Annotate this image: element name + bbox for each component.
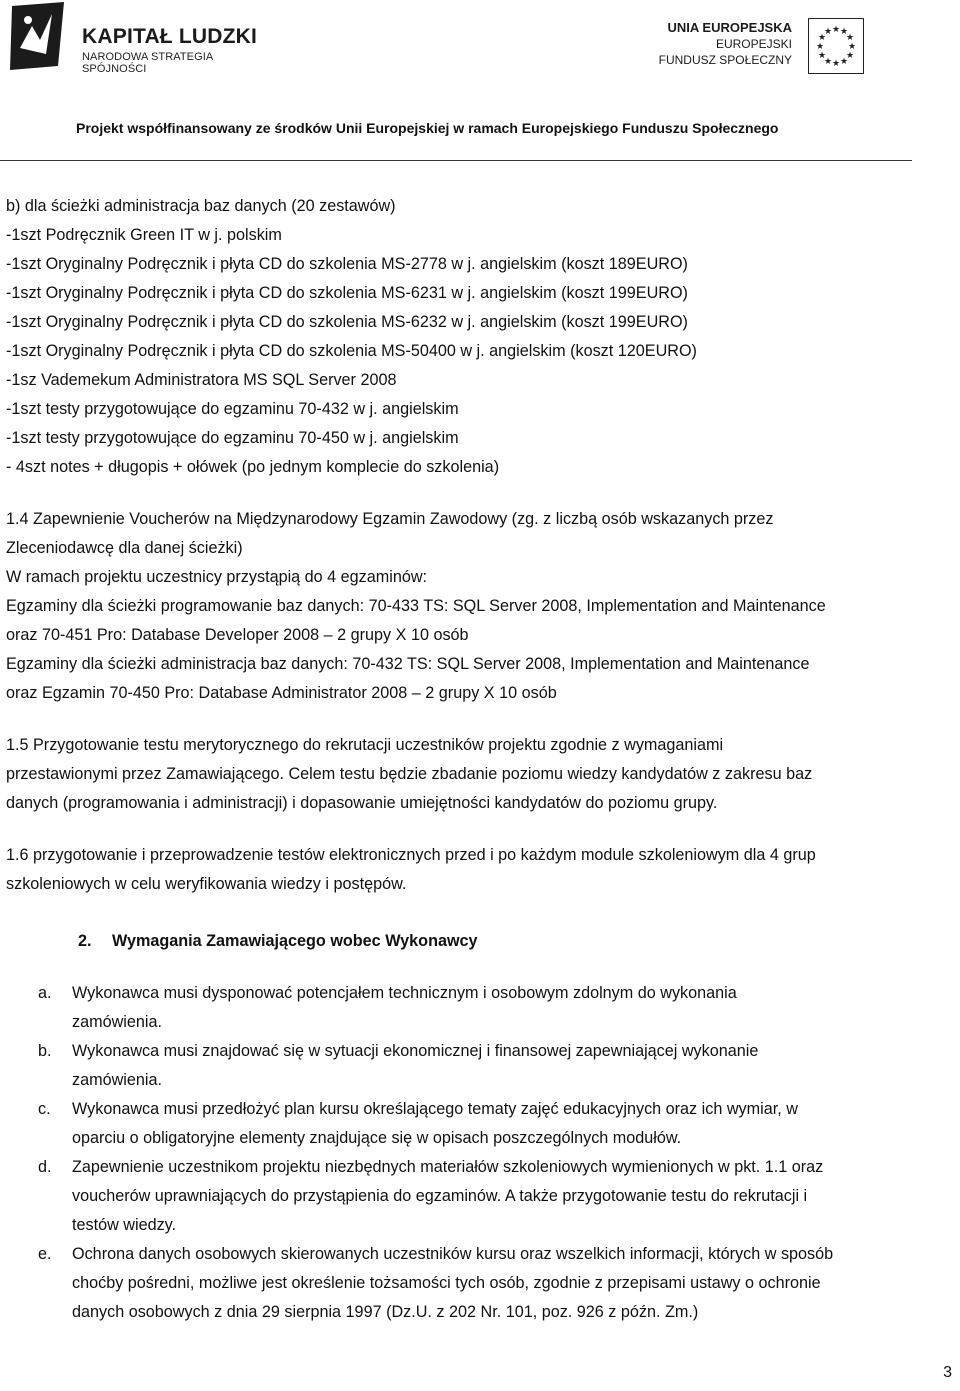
svg-text:★: ★ xyxy=(815,42,825,52)
page-number: 3 xyxy=(943,1364,952,1381)
requirement-marker: c. xyxy=(38,1100,51,1118)
svg-text:★: ★ xyxy=(831,59,841,69)
section-2-heading xyxy=(78,927,956,956)
list-item: -1szt Oryginalny Podręcznik i płyta CD do szkolenia MS-2778 w j. angielskim (koszt 189EURO) xyxy=(6,255,688,273)
paragraph-line: W ramach projektu uczestnicy przystąpią do 4 egzaminów: xyxy=(6,568,428,586)
project-cofinancing-line: Projekt współfinansowany ze środków Unii Europejskiej w ramach Europejskiego Funduszu Społecznego xyxy=(76,120,779,136)
kapital-ludzki-logo xyxy=(6,0,266,80)
svg-text:★: ★ xyxy=(823,57,833,67)
svg-text:★: ★ xyxy=(839,27,849,37)
eu-line-1: UNIA EUROPEJSKA xyxy=(667,20,792,35)
requirements-list xyxy=(6,979,956,1327)
section-1-5 xyxy=(6,731,956,818)
requirement-line: oparciu o obligatoryjne elementy znajdujące się w opisach poszczególnych modułów. xyxy=(72,1129,682,1147)
paragraph-line: oraz Egzamin 70-450 Pro: Database Administrator 2008 – 2 grupy X 10 osób xyxy=(6,684,557,702)
paragraph-line: danych (programowania i administracji) i dopasowanie umiejętności kandydatów do poziomu grupy. xyxy=(6,794,718,812)
kl-emblem-icon xyxy=(6,0,76,80)
requirement-item xyxy=(6,1153,956,1240)
svg-text:★: ★ xyxy=(847,42,857,52)
eu-line-3: FUNDUSZ SPOŁECZNY xyxy=(658,53,792,67)
list-item: -1szt testy przygotowujące do egzaminu 70-450 w j. angielskim xyxy=(6,429,459,447)
list-item: -1szt Oryginalny Podręcznik i płyta CD do szkolenia MS-6232 w j. angielskim (koszt 199EURO) xyxy=(6,313,688,331)
requirement-line: Wykonawca musi dysponować potencjałem technicznym i osobowym zdolnym do wykonania xyxy=(72,984,737,1002)
list-item: -1szt Podręcznik Green IT w j. polskim xyxy=(6,226,282,244)
requirement-line: voucherów uprawniających do przystąpienia do egzaminów. A także przygotowanie testu do rekrutacji i xyxy=(72,1187,808,1205)
page-header xyxy=(0,0,960,165)
requirement-item xyxy=(6,1037,956,1095)
requirement-marker: d. xyxy=(38,1158,52,1176)
header-divider xyxy=(0,160,912,161)
requirement-item xyxy=(6,1240,956,1327)
paragraph-line: szkoleniowych w celu weryfikowania wiedzy i postępów. xyxy=(6,875,407,893)
svg-text:★: ★ xyxy=(817,33,827,43)
materials-list-b xyxy=(6,192,956,482)
section-1-6 xyxy=(6,841,956,899)
section-2-title: Wymagania Zamawiającego wobec Wykonawcy xyxy=(112,932,478,950)
requirement-marker: b. xyxy=(38,1042,52,1060)
requirement-item xyxy=(6,1095,956,1153)
paragraph-line: 1.6 przygotowanie i przeprowadzenie testów elektronicznych przed i po każdym module szkoleniowym dla 4 grup xyxy=(6,846,816,864)
requirement-line: zamówienia. xyxy=(72,1013,162,1031)
svg-text:★: ★ xyxy=(839,57,849,67)
spacer xyxy=(6,899,956,927)
list-item: -1szt testy przygotowujące do egzaminu 70-432 w j. angielskim xyxy=(6,400,459,418)
requirement-line: Zapewnienie uczestnikom projektu niezbędnych materiałów szkoleniowych wymienionych w pkt. 1.1 oraz xyxy=(72,1158,824,1176)
eu-line-2: EUROPEJSKI xyxy=(715,37,792,51)
eu-logo xyxy=(660,10,960,80)
paragraph-line: przestawionymi przez Zamawiającego. Celem testu będzie zbadanie poziomu wiedzy kandydatów z zakresu baz xyxy=(6,765,813,783)
spacer xyxy=(6,482,956,505)
list-item: -1sz Vademekum Administratora MS SQL Server 2008 xyxy=(6,371,397,389)
list-item: b) dla ścieżki administracja baz danych (20 zestawów) xyxy=(6,197,396,215)
svg-text:★: ★ xyxy=(845,33,855,43)
requirement-line: Wykonawca musi przedłożyć plan kursu określającego tematy zajęć edukacyjnych oraz ich wymiar, w xyxy=(72,1100,798,1118)
spacer xyxy=(6,818,956,841)
list-item: - 4szt notes + długopis + ołówek (po jednym komplecie do szkolenia) xyxy=(6,458,500,476)
svg-text:★: ★ xyxy=(831,25,841,35)
paragraph-line: 1.5 Przygotowanie testu merytorycznego do rekrutacji uczestników projektu zgodnie z wymaganiami xyxy=(6,736,724,754)
spacer xyxy=(6,956,956,979)
requirement-item xyxy=(6,979,956,1037)
section-1-4 xyxy=(6,505,956,708)
paragraph-line: Egzaminy dla ścieżki programowanie baz danych: 70-433 TS: SQL Server 2008, Implementation and Maintenance xyxy=(6,597,826,615)
svg-text:★: ★ xyxy=(817,51,827,61)
svg-text:★: ★ xyxy=(845,51,855,61)
requirement-marker: a. xyxy=(38,984,52,1002)
requirement-line: choćby pośredni, możliwe jest określenie tożsamości tych osób, zgodnie z przepisami ustawy o ochronie xyxy=(72,1274,821,1292)
requirement-marker: e. xyxy=(38,1245,52,1263)
svg-text:★: ★ xyxy=(823,27,833,37)
requirement-line: danych osobowych z dnia 29 sierpnia 1997 (Dz.U. z 202 Nr. 101, poz. 926 z późn. Zm.) xyxy=(72,1303,699,1321)
requirement-line: Ochrona danych osobowych skierowanych uczestników kursu oraz wszelkich informacji, których w sposób xyxy=(72,1245,834,1263)
paragraph-line: Zleceniodawcę dla danej ścieżki) xyxy=(6,539,243,557)
list-item: -1szt Oryginalny Podręcznik i płyta CD do szkolenia MS-50400 w j. angielskim (koszt 120EURO) xyxy=(6,342,697,360)
paragraph-line: oraz 70-451 Pro: Database Developer 2008 – 2 grupy X 10 osób xyxy=(6,626,469,644)
section-2-number: 2. xyxy=(78,932,92,950)
requirement-line: testów wiedzy. xyxy=(72,1216,177,1234)
eu-flag-icon xyxy=(808,18,864,74)
document-body xyxy=(6,192,956,1327)
requirement-line: Wykonawca musi znajdować się w sytuacji ekonomicznej i finansowej zapewniającej wykonanie xyxy=(72,1042,759,1060)
paragraph-line: 1.4 Zapewnienie Voucherów na Międzynarodowy Egzamin Zawodowy (zg. z liczbą osób wskazanych przez xyxy=(6,510,774,528)
list-item: -1szt Oryginalny Podręcznik i płyta CD do szkolenia MS-6231 w j. angielskim (koszt 199EURO) xyxy=(6,284,688,302)
kl-subtitle: NARODOWA STRATEGIA SPÓJNOŚCI xyxy=(82,51,213,75)
spacer xyxy=(6,708,956,731)
paragraph-line: Egzaminy dla ścieżki administracja baz danych: 70-432 TS: SQL Server 2008, Implementation and Maintenance xyxy=(6,655,810,673)
requirement-line: zamówienia. xyxy=(72,1071,162,1089)
kl-title: KAPITAŁ LUDZKI xyxy=(82,25,258,48)
